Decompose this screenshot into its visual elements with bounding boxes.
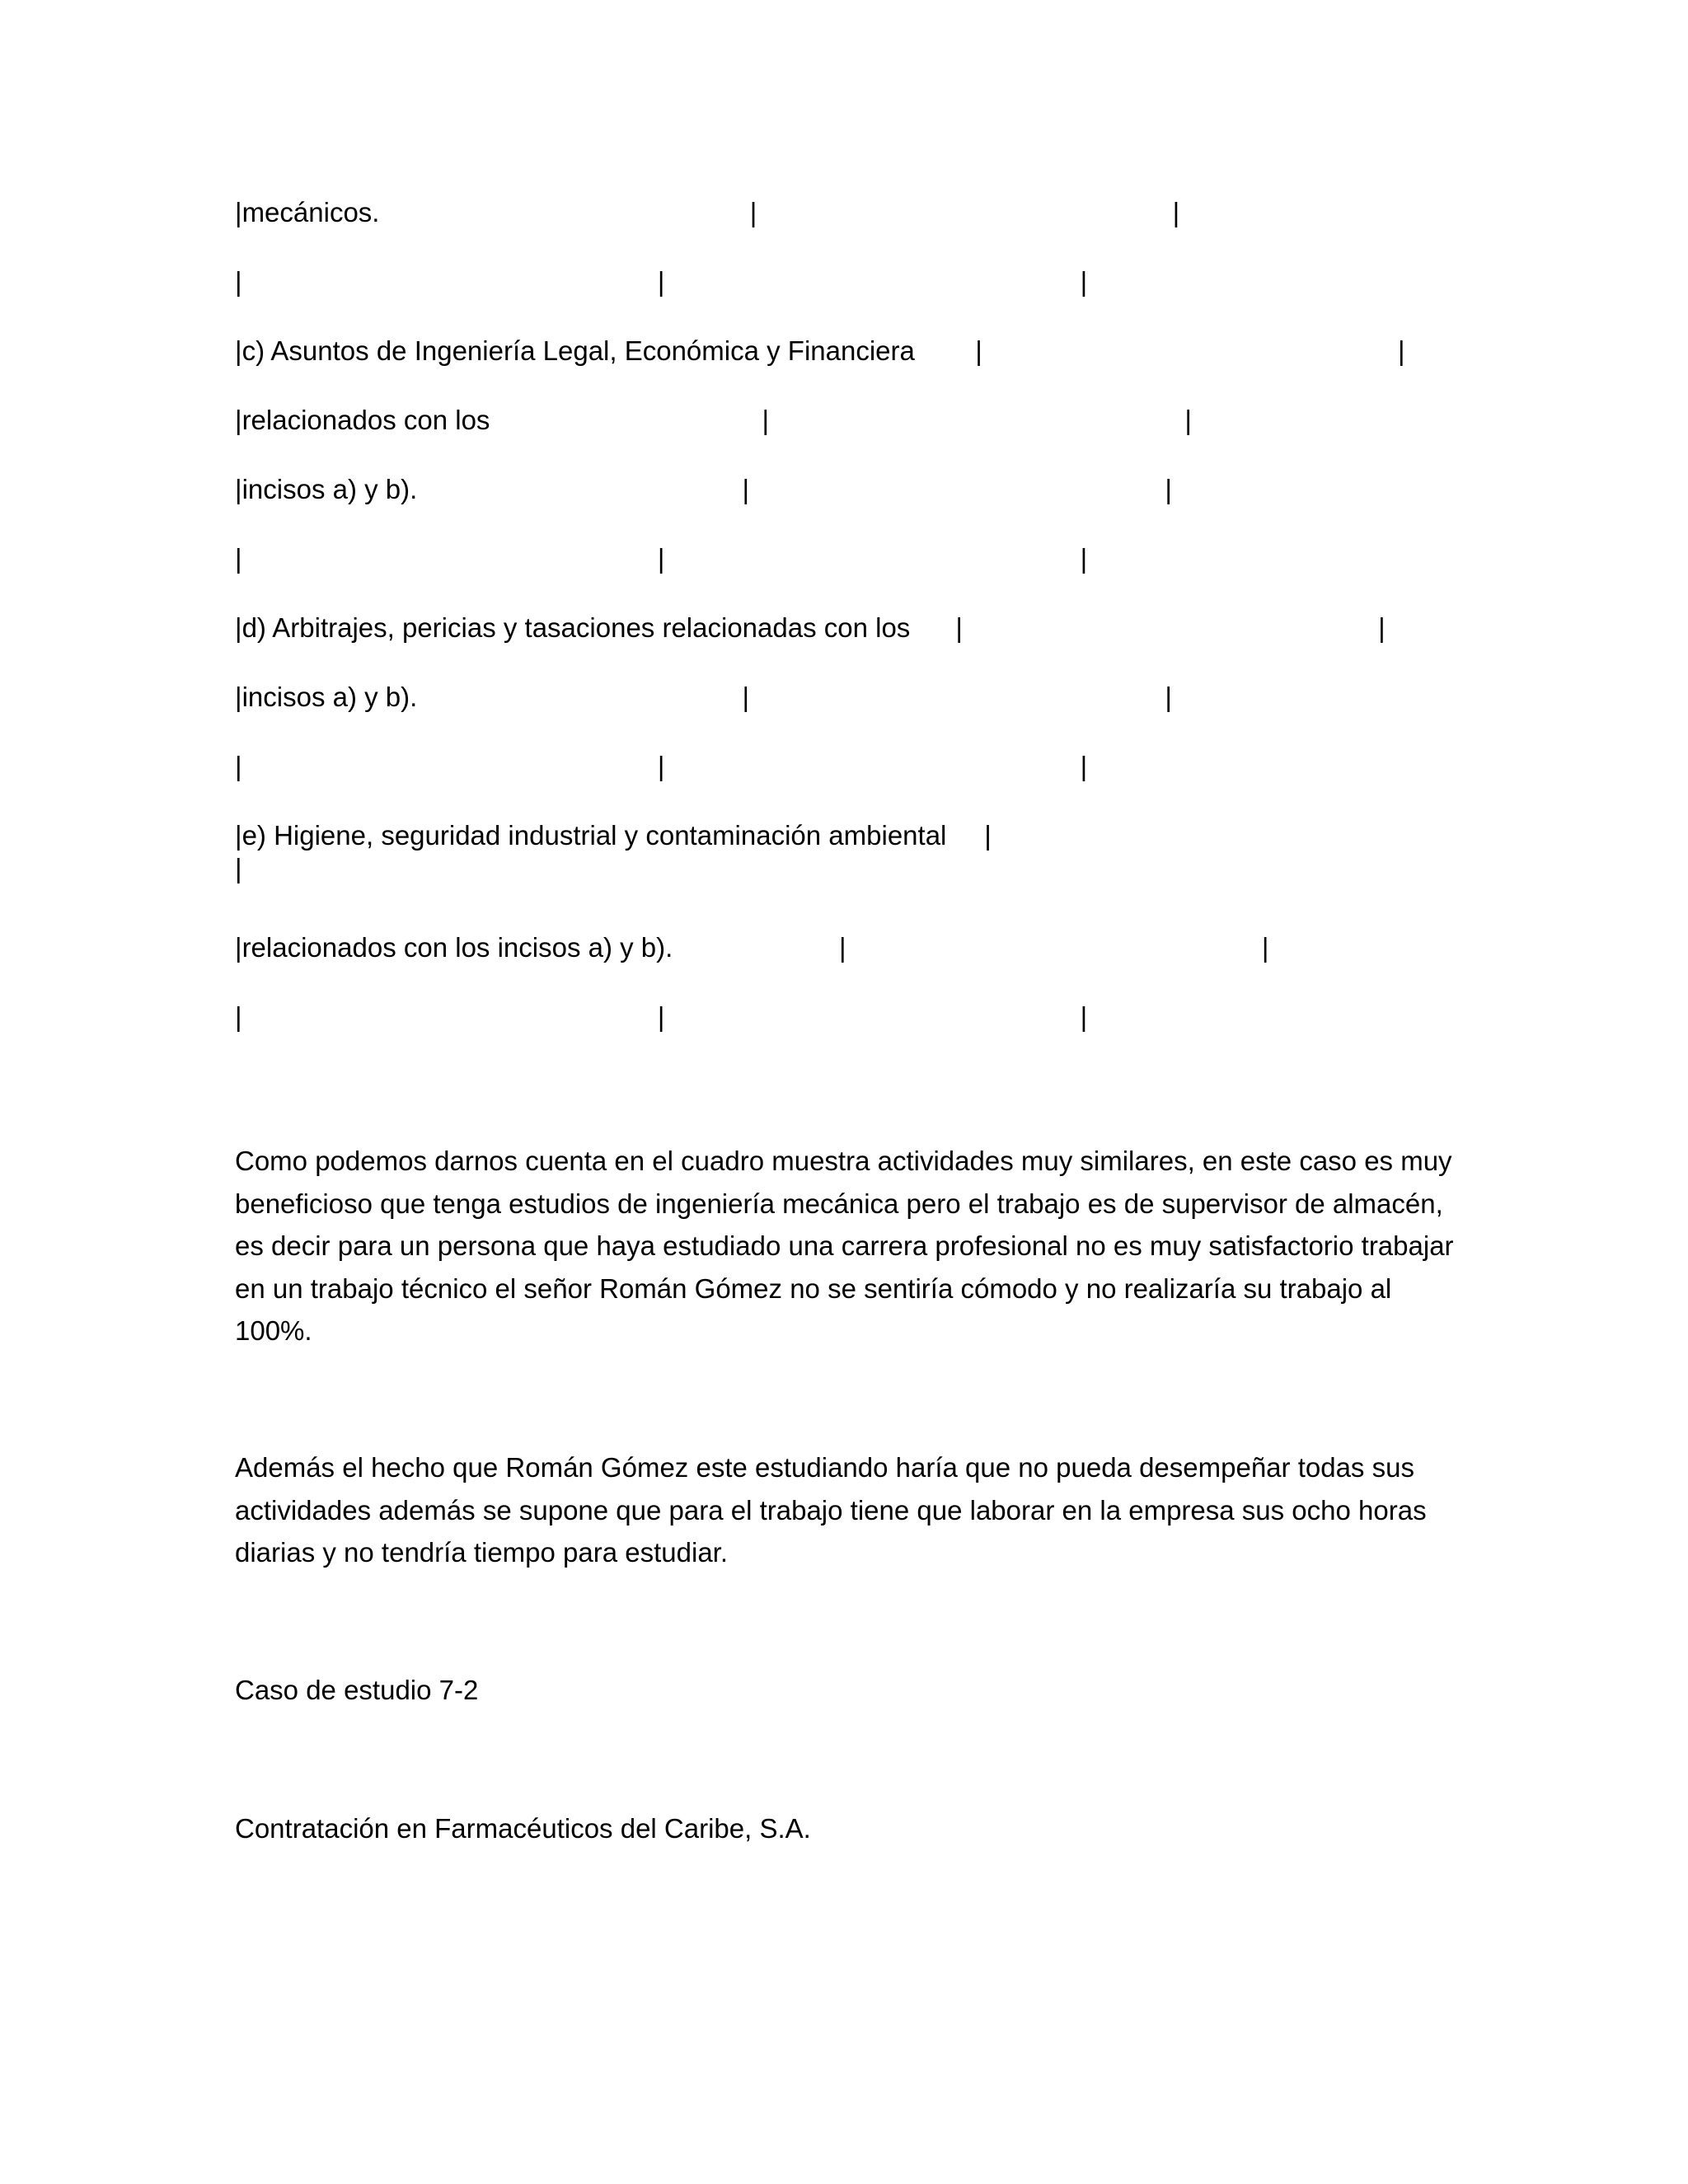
table-line-7: |d) Arbitrajes, pericias y tasaciones relacionadas con los | | [235, 612, 1386, 643]
case-title: Contratación en Farmacéuticos del Caribe, S.A. [235, 1813, 811, 1844]
table-line-9: | | | [235, 751, 1088, 781]
table-line-1: |mecánicos. | | [235, 197, 1180, 227]
table-line-12: | | | [235, 1001, 1088, 1032]
table-line-11: |relacionados con los incisos a) y b). | | [235, 932, 1269, 963]
table-line-2: | | | [235, 266, 1088, 297]
table-line-8: |incisos a) y b). | | [235, 682, 1172, 712]
paragraph-analysis: Como podemos darnos cuenta en el cuadro muestra actividades muy similares, en este caso es muy beneficioso que tenga estudios de ingeniería mecánica pero el trabajo es de supervisor de almacén, es decir para un persona que haya estudiado una carrera profesional no es muy satisfactorio trabajar en un trabajo técnico el señor Román Gómez no se sentiría cómodo y no realizaría su trabajo al 100%. [235, 1146, 1454, 1346]
table-line-4: |relacionados con los | | [235, 405, 1192, 435]
case-heading: Caso de estudio 7-2 [235, 1675, 479, 1705]
table-line-3: |c) Asuntos de Ingeniería Legal, Económica y Financiera | | [235, 335, 1405, 366]
table-line-6: | | | [235, 543, 1088, 574]
paragraph-study-conflict: Además el hecho que Román Gómez este estudiando haría que no pueda desempeñar todas sus actividades además se supone que para el trabajo tiene que laborar en la empresa sus ocho horas diarias y no tendría tiempo para estudiar. [235, 1452, 1427, 1568]
table-line-5: |incisos a) y b). | | [235, 474, 1172, 504]
table-line-10: |e) Higiene, seguridad industrial y contaminación ambiental | | [235, 820, 992, 883]
